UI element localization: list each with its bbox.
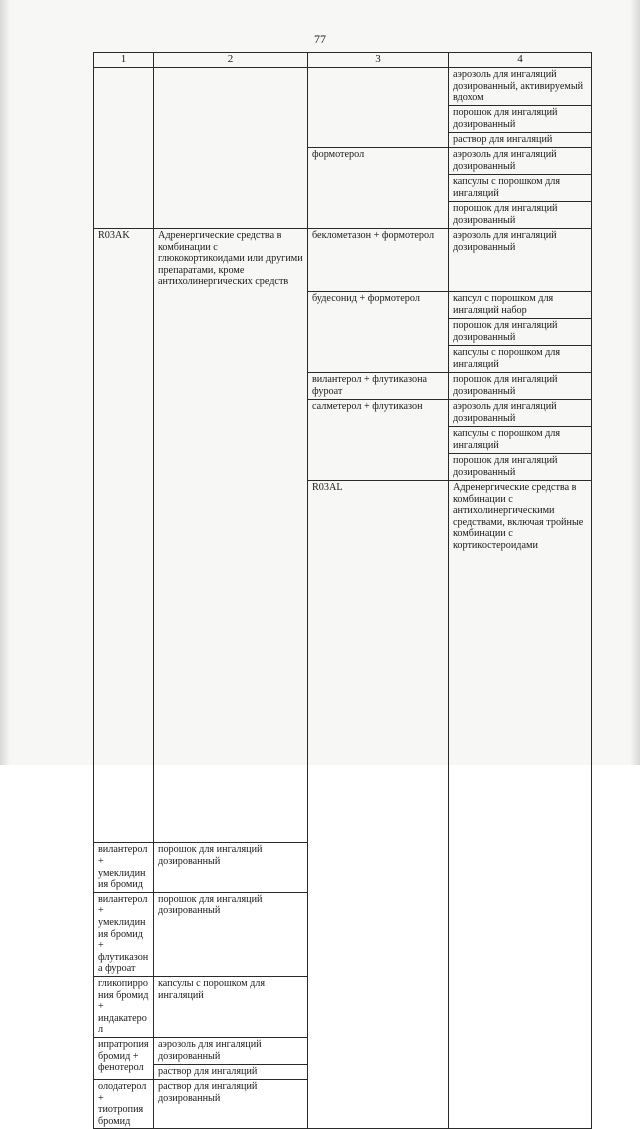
page-number: 77 xyxy=(314,32,326,46)
atc-code-cell: R03AK xyxy=(94,229,154,843)
column-header: 4 xyxy=(449,53,592,68)
dosage-form-cell: аэрозоль для ингаляций дозированный xyxy=(449,229,592,292)
drug-name-cell: гликопиррония бромид + индакатерол xyxy=(94,976,154,1037)
drug-name-cell: вилантерол + умеклидиния бромид xyxy=(94,843,154,892)
dosage-form-cell: порошок для ингаляций дозированный xyxy=(449,373,592,400)
drug-name-cell: беклометазон + формотерол xyxy=(308,229,449,292)
dosage-form-cell: капсулы с порошком для ингаляций xyxy=(449,346,592,373)
scan-shadow-right xyxy=(630,0,640,765)
atc-description-cell: Адренергические средства в комбинации с глюкокортикоидами или другими препаратами, кроме антихолинергических средств xyxy=(154,229,308,843)
atc-description-cell: Адренергические средства в комбинации с антихолинергическими средствами, включая тройные комбинации с кортикостероидами xyxy=(449,481,592,1129)
dosage-form-cell: аэрозоль для ингаляций дозированный xyxy=(154,1037,308,1064)
drug-table xyxy=(93,52,592,1129)
dosage-form-cell: порошок для ингаляций дозированный xyxy=(154,843,308,892)
dosage-form-cell: капсулы с порошком для ингаляций xyxy=(154,976,308,1037)
drug-name-cell: вилантерол + флутиказона фуроат xyxy=(308,373,449,400)
column-header: 3 xyxy=(308,53,449,68)
dosage-form-cell: порошок для ингаляций дозированный xyxy=(449,106,592,133)
dosage-form-cell: порошок для ингаляций дозированный xyxy=(154,892,308,976)
scan-shadow-left xyxy=(0,0,10,765)
drug-name-cell-empty xyxy=(308,68,449,148)
drug-name-cell: салметерол + флутиказон xyxy=(308,400,449,481)
drug-name-cell: вилантерол + умеклидиния бромид + флутиказона фуроат xyxy=(94,892,154,976)
dosage-form-cell: раствор для ингаляций дозированный xyxy=(154,1079,308,1128)
dosage-form-cell: порошок для ингаляций дозированный xyxy=(449,454,592,481)
dosage-form-cell: аэрозоль для ингаляций дозированный xyxy=(449,148,592,175)
dosage-form-cell: раствор для ингаляций xyxy=(154,1064,308,1079)
drug-name-cell: олодатерол + тиотропия бромид xyxy=(94,1079,154,1128)
atc-code-cell: R03AL xyxy=(308,481,449,1129)
table-row xyxy=(94,68,592,106)
dosage-form-cell: капсулы с порошком для ингаляций xyxy=(449,175,592,202)
dosage-form-cell: раствор для ингаляций xyxy=(449,133,592,148)
table-row xyxy=(94,229,592,292)
dosage-form-cell: аэрозоль для ингаляций дозированный xyxy=(449,400,592,427)
table-header-row xyxy=(94,53,592,68)
dosage-form-cell: порошок для ингаляций дозированный xyxy=(449,319,592,346)
dosage-form-cell: аэрозоль для ингаляций дозированный, активируемый вдохом xyxy=(449,68,592,106)
column-header: 1 xyxy=(94,53,154,68)
dosage-form-cell: порошок для ингаляций дозированный xyxy=(449,202,592,229)
drug-name-cell: формотерол xyxy=(308,148,449,229)
dosage-form-cell: капсулы с порошком для ингаляций xyxy=(449,427,592,454)
description-cell-empty xyxy=(154,68,308,229)
drug-name-cell: будесонид + формотерол xyxy=(308,292,449,373)
column-header: 2 xyxy=(154,53,308,68)
dosage-form-cell: капсул с порошком для ингаляций набор xyxy=(449,292,592,319)
code-cell-empty xyxy=(94,68,154,229)
drug-name-cell: ипратропия бромид + фенотерол xyxy=(94,1037,154,1079)
